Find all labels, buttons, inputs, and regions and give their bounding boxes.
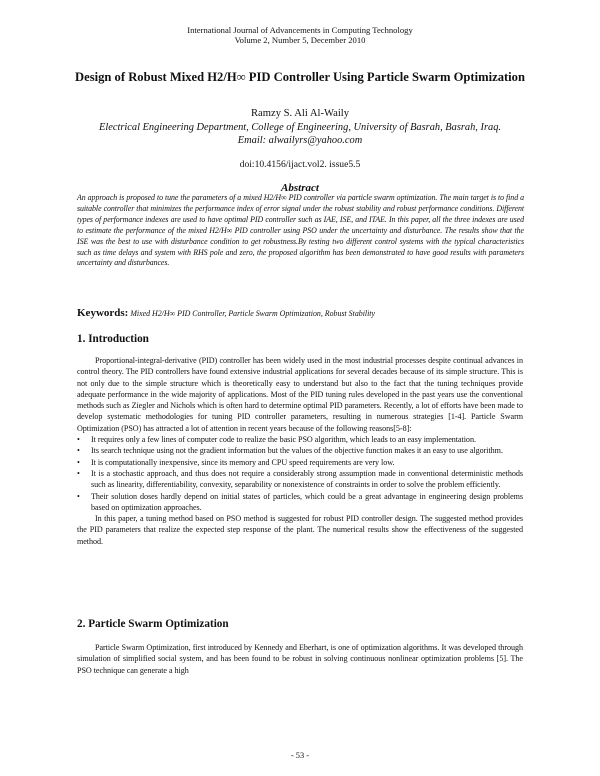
list-item: [77, 491, 523, 514]
list-item: [77, 434, 523, 445]
paragraph: Particle Swarm Optimization, first introduced by Kennedy and Eberhart, is one of optimization algorithms. It was developed through simulation of simplified social system, and has been found to be robust in solving continuous nonlinear optimization problems [5]. The PSO technique can generate a high: [77, 643, 523, 675]
abstract-heading: Abstract: [281, 182, 319, 194]
journal-header: [0, 25, 600, 45]
list-item: [77, 457, 523, 468]
author-name: Ramzy S. Ali Al-Waily: [250, 108, 350, 119]
bullet-icon: •: [77, 446, 80, 456]
paragraph: Proportional-integral-derivative (PID) controller has been widely used in the most industrial processes despite continual advances in control theory. The PID controllers have found extensive industrial applications for several decades because of its simple structure. This is not only due to the simple structure which is theoretically easy to understand but also to the fact that the tuning techniques provide adequate performance in the wide majority of applications. Most of the PID tuning rules developed in the past years use the conventional methods such as Ziegler and Nichols which is often hard to determine optimal PID parameters. Recently, a lot of efforts have been made to develop systematic methodologies for tuning PID controller parameters, resulting in numerous strategies [1-4]. Particle Swarm Optimization (PSO) has attracted a lot of attention in recent years because of the following reasons[5-8]:: [77, 356, 523, 433]
journal-name: International Journal of Advancements in Computing Technology: [187, 25, 413, 35]
author-affiliation: [90, 122, 510, 147]
list-item: [77, 468, 523, 491]
introduction-body: [77, 355, 523, 547]
list-item-text: It is computationally inexpensive, since its memory and CPU speed requirements are very low.: [91, 457, 395, 467]
paper-title: Design of Robust Mixed H2/H∞ PID Controller Using Particle Swarm Optimization: [75, 70, 525, 84]
list-item-text: It is a stochastic approach, and thus does not require a considerably strong assumption made in conventional deterministic methods such as linearity, differentiability, convexity, separability or nonexistence of constraints in order to solve the problem efficiently.: [91, 468, 523, 490]
list-item-text: Its search technique using not the gradient information but the values of the objective function makes it an easy to use algorithm.: [91, 446, 503, 456]
author-email: Email: alwailyrs@yahoo.com: [237, 134, 363, 146]
bullet-icon: •: [77, 435, 80, 445]
pso-body: [77, 642, 523, 676]
list-item: [77, 445, 523, 456]
list-item-text: Their solution doses hardly depend on initial states of particles, which could be a great advantage in engineering design problems based on optimization approaches.: [91, 491, 523, 512]
doi: doi:10.4156/ijact.vol2. issue5.5: [239, 159, 361, 170]
paragraph: In this paper, a tuning method based on PSO method is suggested for robust PID controller design. The suggested method provides the PID parameters that realize the expected step response of the plant. The numerical results show the effectiveness of the suggested method.: [77, 514, 523, 546]
keywords-text: Mixed H2/H∞ PID Controller, Particle Swarm Optimization, Robust Stability: [130, 309, 375, 318]
keywords-label: Keywords:: [77, 307, 129, 319]
section-heading-introduction: 1. Introduction: [77, 333, 149, 345]
journal-volume: Volume 2, Number 5, December 2010: [234, 35, 366, 45]
page-number: - 53 -: [290, 751, 310, 760]
affiliation-text: Electrical Engineering Department, College of Engineering, University of Basrah, Basrah, Iraq.: [99, 122, 501, 133]
list-item-text: It requires only a few lines of computer code to realize the basic PSO algorithm, which leads to an easy implementation.: [91, 435, 476, 445]
bullet-list: [77, 434, 523, 513]
section-heading-pso: 2. Particle Swarm Optimization: [77, 618, 229, 630]
bullet-icon: •: [77, 457, 80, 467]
bullet-icon: •: [77, 468, 80, 478]
abstract-text: An approach is proposed to tune the parameters of a mixed H2/H∞ PID controller via particle swarm optimization. The main target is to find a suitable controller that minimizes the performance index of error signal under the robust stability and robust performance conditions. Different types of performance indexes are used to have optimal PID controller such as IAE, ISE, and ITAE. In this paper, all the three indexes are used to estimate the performance of the mixed H2/H∞ PID controller using PSO under the uncertainty and disturbance. The results show that the ISE was the best to use with disturbance condition to get robustness.By testing two different control systems with the typical characteristics such as time delays and system with RHS pole and zero, the proposed algorithm has been demonstrated to have good results with parameters uncertainty and disturbances.: [77, 193, 524, 268]
keywords: [77, 307, 524, 320]
bullet-icon: •: [77, 491, 80, 501]
